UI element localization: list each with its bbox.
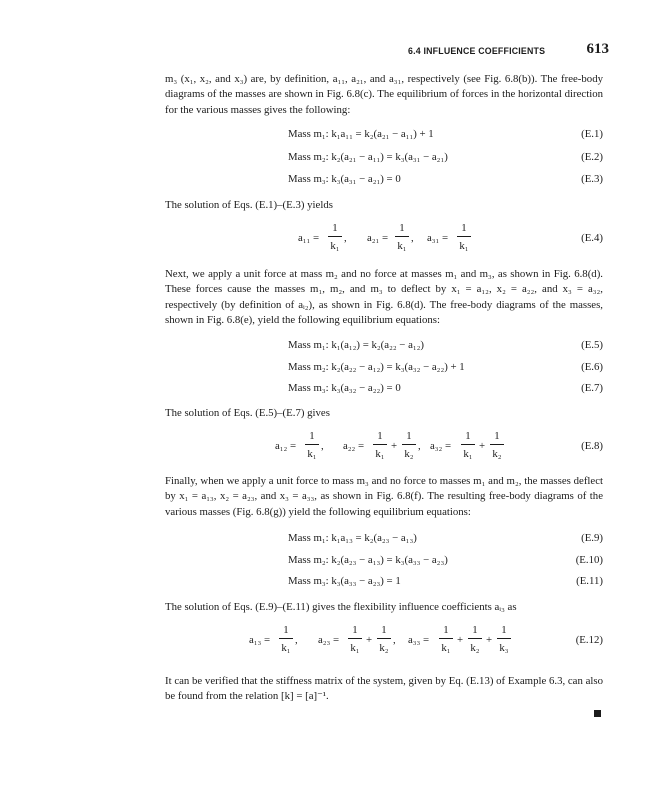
- comma: ,: [393, 634, 396, 646]
- denominator: k₂: [470, 642, 480, 654]
- equation-e7: [165, 380, 603, 396]
- fraction-bar: [373, 444, 387, 445]
- equation-e3: [165, 171, 603, 187]
- fraction-bar: [279, 638, 293, 639]
- denominator: k₁: [375, 448, 385, 460]
- equation-number: (E.8): [581, 440, 603, 452]
- comma: ,: [295, 634, 298, 646]
- equation-text: Mass m₃: k₃(a₃₁ − a₂₁) = 0: [288, 173, 401, 185]
- running-header: [0, 40, 645, 60]
- equation-number: (E.9): [581, 532, 603, 544]
- fraction: [328, 222, 342, 253]
- comma: ,: [344, 232, 347, 244]
- equation-text: Mass m₂: k₂(a₂₃ − a₁₃) = k₃(a₃₃ − a₂₃): [288, 554, 448, 566]
- equation-text: Mass m₂: k₂(a₂₂ − a₁₂) = k₃(a₃₂ − a₂₂) + 1: [288, 361, 465, 373]
- paragraph-7: It can be verified that the stiffness matrix of the system, given by Eq. (E.13) of Example 6.3, can also be found from the relation [k] = [a]⁻¹.: [165, 675, 603, 703]
- equation-number: (E.3): [581, 173, 603, 185]
- paragraph-1: m₃ (x₁, x₂, and x₃) are, by definition, a₁₁, a₂₁, and a₃₁, respectively (see Fig. 6.8(b)). The free-body diagrams of the masses are shown in Fig. 6.8(c). The equilibrium of forces in the horizontal direction for the various masses gives the following:: [165, 73, 603, 116]
- fraction: [457, 222, 471, 253]
- coef-label: a₃₁ =: [427, 232, 449, 244]
- paragraph-3: Next, we apply a unit force at mass m₂ and no force at masses m₁ and m₃, as shown in Fig. 6.8(d). These forces cause the masses m₁, m₂, and m₃ to deflect by x₁ = a₁₂, x₂ = a₂₂, and x₃ = a₃₂, respectively (by definition of aᵢ₂), as shown in Fig. 6.8(d). The free-body diagrams of the masses, shown in Fig. 6.8(e), yield the following equilibrium equations:: [165, 268, 603, 327]
- denominator: k₂: [492, 448, 502, 460]
- fraction-bar: [490, 444, 504, 445]
- fraction: [461, 430, 475, 461]
- equation-number: (E.12): [575, 634, 603, 646]
- solution-e4: [165, 222, 603, 258]
- plus: +: [366, 634, 373, 646]
- fraction-bar: [348, 638, 362, 639]
- numerator: 1: [494, 430, 500, 442]
- page-number: 613: [586, 41, 609, 57]
- comma: ,: [321, 440, 324, 452]
- fraction: [373, 430, 387, 461]
- fraction: [402, 430, 416, 461]
- comma: ,: [418, 440, 421, 452]
- paragraph-2: The solution of Eqs. (E.1)–(E.3) yields: [165, 199, 333, 211]
- plus: +: [486, 634, 493, 646]
- denominator: k₃: [499, 642, 509, 654]
- fraction: [468, 624, 482, 655]
- fraction-bar: [377, 638, 391, 639]
- plus: +: [457, 634, 464, 646]
- equation-number: (E.11): [576, 575, 603, 587]
- denominator: k₁: [307, 448, 317, 460]
- coef-label: a₂₁ =: [367, 232, 389, 244]
- fraction-bar: [402, 444, 416, 445]
- fraction-bar: [328, 236, 342, 237]
- equation-e5: [165, 337, 603, 353]
- fraction-bar: [468, 638, 482, 639]
- equation-text: Mass m₁: k₁a₁₃ = k₂(a₂₃ − a₁₃): [288, 532, 417, 544]
- numerator: 1: [406, 430, 412, 442]
- paragraph-4: The solution of Eqs. (E.5)–(E.7) gives: [165, 407, 330, 419]
- coef-label: a₃₃ =: [408, 634, 430, 646]
- numerator: 1: [399, 222, 405, 234]
- equation-e11: [165, 573, 603, 589]
- equation-e2: [165, 149, 603, 165]
- equation-number: (E.4): [581, 232, 603, 244]
- coef-label: a₁₁ =: [298, 232, 320, 244]
- denominator: k₁: [281, 642, 291, 654]
- equation-number: (E.6): [581, 361, 603, 373]
- denominator: k₁: [441, 642, 451, 654]
- denominator: k₁: [397, 240, 407, 252]
- equation-text: Mass m₃: k₃(a₃₂ − a₂₂) = 0: [288, 382, 401, 394]
- fraction: [279, 624, 293, 655]
- equation-e6: [165, 359, 603, 375]
- fraction: [305, 430, 319, 461]
- comma: ,: [411, 232, 414, 244]
- coef-label: a₃₂ =: [430, 440, 452, 452]
- numerator: 1: [283, 624, 289, 636]
- denominator: k₁: [330, 240, 340, 252]
- fraction: [395, 222, 409, 253]
- equation-number: (E.1): [581, 128, 603, 140]
- denominator: k₁: [459, 240, 469, 252]
- fraction-bar: [439, 638, 453, 639]
- fraction: [439, 624, 453, 655]
- equation-number: (E.5): [581, 339, 603, 351]
- denominator: k₁: [350, 642, 360, 654]
- equation-e10: [165, 552, 603, 568]
- section-title: 6.4 INFLUENCE COEFFICIENTS: [408, 46, 546, 56]
- equation-number: (E.10): [575, 554, 603, 566]
- solution-e8: [165, 430, 603, 466]
- denominator: k₁: [463, 448, 473, 460]
- fraction: [490, 430, 504, 461]
- denominator: k₂: [379, 642, 389, 654]
- numerator: 1: [309, 430, 315, 442]
- equation-text: Mass m₁: k₁a₁₁ = k₂(a₂₁ − a₁₁) + 1: [288, 128, 434, 140]
- fraction-bar: [461, 444, 475, 445]
- coef-label: a₁₂ =: [275, 440, 297, 452]
- solution-e12: [165, 624, 603, 660]
- numerator: 1: [352, 624, 358, 636]
- fraction: [497, 624, 511, 655]
- fraction-bar: [457, 236, 471, 237]
- equation-number: (E.2): [581, 151, 603, 163]
- equation-text: Mass m₂: k₂(a₂₁ − a₁₁) = k₃(a₃₁ − a₂₁): [288, 151, 448, 163]
- plus: +: [391, 440, 398, 452]
- numerator: 1: [377, 430, 383, 442]
- coef-label: a₂₂ =: [343, 440, 365, 452]
- numerator: 1: [443, 624, 449, 636]
- numerator: 1: [501, 624, 507, 636]
- equation-text: Mass m₁: k₁(a₁₂) = k₂(a₂₂ − a₁₂): [288, 339, 424, 351]
- numerator: 1: [461, 222, 467, 234]
- denominator: k₂: [404, 448, 414, 460]
- equation-e1: [165, 126, 603, 142]
- paragraph-5: Finally, when we apply a unit force to mass m₃ and no force to masses m₁ and m₂, the masses deflect by x₁ = a₁₃, x₂ = a₂₃, and x₃ = a₃₃, as shown in Fig. 6.8(f). The resulting free-body diagrams of the various masses (Fig. 6.8(g)) yield the following equilibrium equations:: [165, 475, 603, 518]
- numerator: 1: [472, 624, 478, 636]
- paragraph-6: The solution of Eqs. (E.9)–(E.11) gives the flexibility influence coefficients aᵢ₃ as: [165, 601, 517, 613]
- plus: +: [479, 440, 486, 452]
- equation-text: Mass m₃: k₃(a₃₃ − a₂₃) = 1: [288, 575, 401, 587]
- coef-label: a₂₃ =: [318, 634, 340, 646]
- fraction-bar: [305, 444, 319, 445]
- numerator: 1: [381, 624, 387, 636]
- coef-label: a₁₃ =: [249, 634, 271, 646]
- equation-number: (E.7): [581, 382, 603, 394]
- end-of-example-square: [594, 710, 601, 717]
- fraction: [348, 624, 362, 655]
- numerator: 1: [332, 222, 338, 234]
- numerator: 1: [465, 430, 471, 442]
- equation-e9: [165, 530, 603, 546]
- fraction-bar: [497, 638, 511, 639]
- fraction: [377, 624, 391, 655]
- fraction-bar: [395, 236, 409, 237]
